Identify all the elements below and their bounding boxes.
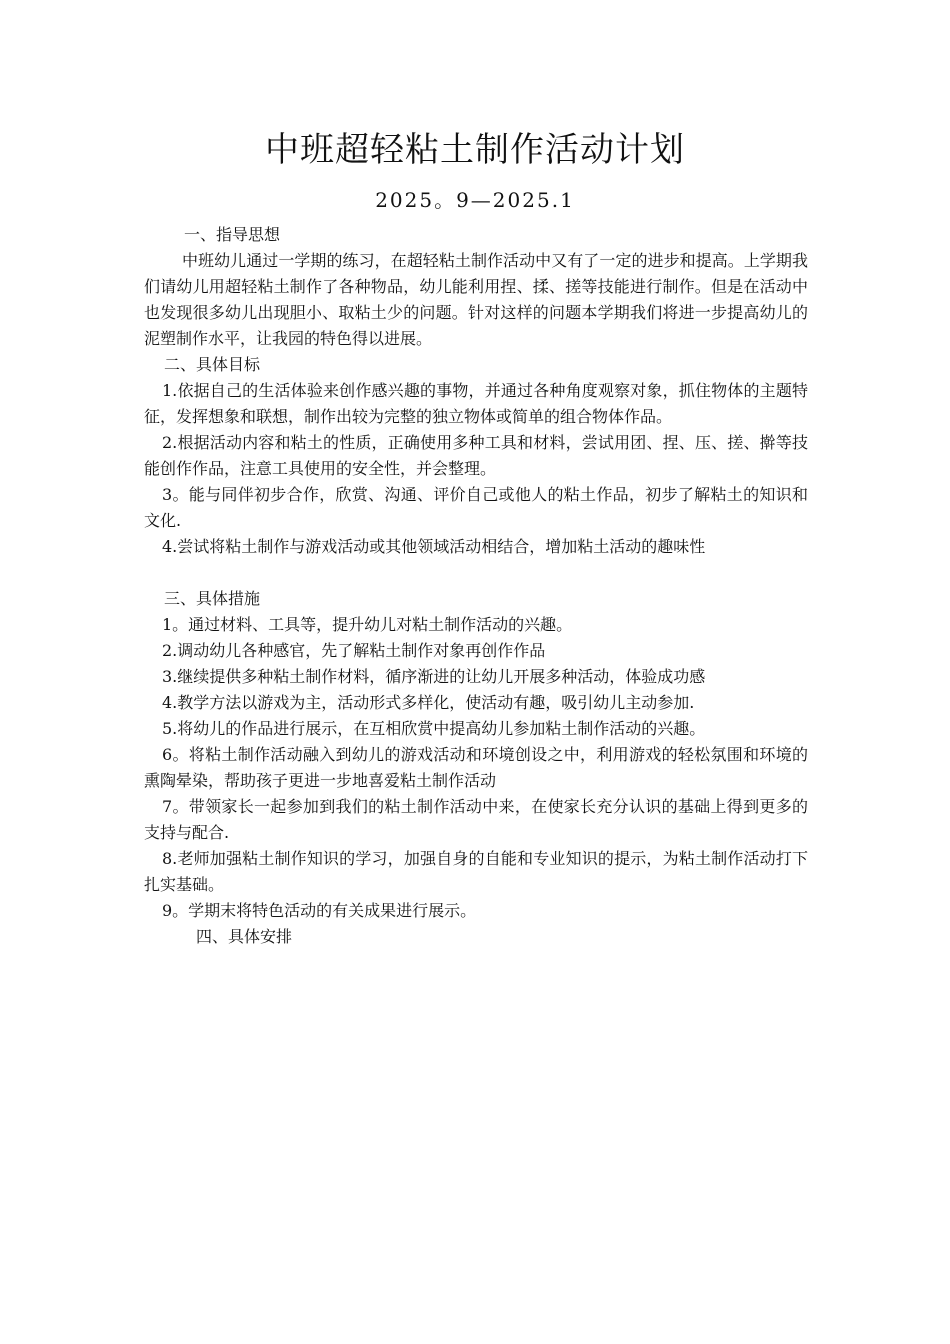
measure-item: 1。通过材料、工具等，提升幼儿对粘土制作活动的兴趣。 [162, 615, 573, 634]
measure-item: 2.调动幼儿各种感官，先了解粘土制作对象再创作作品 [162, 641, 546, 660]
measure-item: 3.继续提供多种粘土制作材料，循序渐进的让幼儿开展多种活动，体验成功感 [162, 667, 706, 686]
goal-item: 3。能与同伴初步合作，欣赏、沟通、评价自己或他人的粘土作品，初步了解粘土的知识和文化. [144, 485, 808, 530]
measure-item: 8.老师加强粘土制作知识的学习，加强自身的自能和专业知识的提示，为粘土制作活动打下扎实基础。 [144, 849, 808, 894]
measure-item: 4.教学方法以游戏为主，活动形式多样化，使活动有趣，吸引幼儿主动参加. [162, 693, 695, 712]
measure-item: 9。学期末将特色活动的有关成果进行展示。 [162, 901, 477, 920]
guiding-paragraph: 中班幼儿通过一学期的练习，在超轻粘土制作活动中又有了一定的进步和提高。上学期我们请幼儿用超轻粘土制作了各种物品，幼儿能利用捏、揉、搓等技能进行制作。但是在活动中也发现很多幼儿出现胆小、取粘土少的问题。针对这样的问题本学期我们将进一步提高幼儿的泥塑制作水平，让我园的特色得以进展。 [144, 251, 808, 348]
document-title: 中班超轻粘土制作活动计划 [265, 130, 685, 170]
section-heading-goals: 二、具体目标 [164, 355, 261, 374]
goal-item: 4.尝试将粘土制作与游戏活动或其他领域活动相结合，增加粘土活动的趣味性 [162, 537, 706, 556]
measure-item: 6。将粘土制作活动融入到幼儿的游戏活动和环境创设之中，利用游戏的轻松氛围和环境的熏陶晕染，帮助孩子更进一步地喜爱粘土制作活动 [144, 745, 808, 790]
measure-item: 5.将幼儿的作品进行展示，在互相欣赏中提高幼儿参加粘土制作活动的兴趣。 [162, 719, 706, 738]
date-range: 2025。9—2025.1 [375, 188, 575, 212]
measure-item: 7。带领家长一起参加到我们的粘土制作活动中来，在使家长充分认识的基础上得到更多的支持与配合. [144, 797, 808, 842]
section-heading-guiding: 一、指导思想 [184, 225, 281, 244]
goal-item: 1.依据自己的生活体验来创作感兴趣的事物，并通过各种角度观察对象，抓住物体的主题特征，发挥想象和联想，制作出较为完整的独立物体或简单的组合物体作品。 [144, 381, 808, 426]
section-heading-measures: 三、具体措施 [164, 589, 261, 608]
section-heading-arrangement: 四、具体安排 [196, 927, 293, 946]
goal-item: 2.根据活动内容和粘土的性质，正确使用多种工具和材料，尝试用团、捏、压、搓、擀等技能创作作品，注意工具使用的安全性，并会整理。 [144, 433, 808, 478]
document-body [144, 222, 808, 950]
blank-line [144, 560, 808, 586]
